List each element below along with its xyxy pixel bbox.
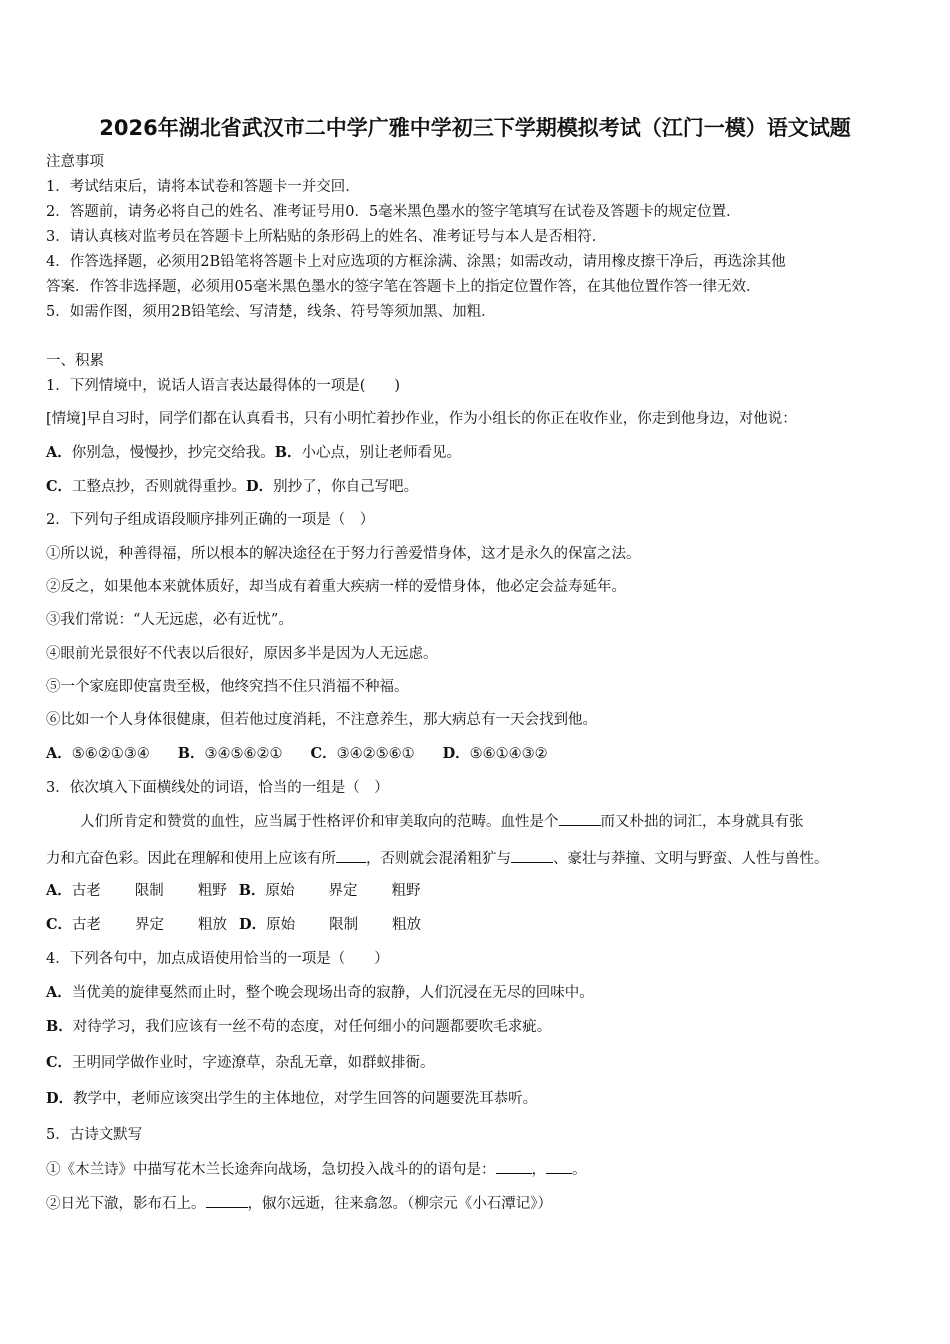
question-4-option — [46, 1053, 435, 1073]
option-label: C． — [310, 745, 337, 762]
question-1-options-ab — [46, 443, 461, 463]
question-1-options-cd — [46, 477, 418, 497]
question-2-sentence: ⑥比如一个人身体很健康，但若他过度消耗，不注意养生，那大病总有一天会找到他。 — [46, 712, 597, 728]
option-label: D． — [46, 1090, 74, 1107]
passage-text: 力和亢奋色彩。因此在理解和使用上应该有所 — [46, 851, 336, 867]
section-heading: 一、积累 — [46, 353, 104, 369]
option-text: 对待学习，我们应该有一丝不苟的态度，对任何细小的问题都要吹毛求疵。 — [72, 1019, 552, 1035]
question-4-option — [46, 1089, 537, 1109]
option-label: B． — [177, 745, 205, 762]
option-word: 界定 — [328, 883, 358, 899]
option-text: 王明同学做作业时，字迹潦草，杂乱无章，如群蚁排衙。 — [72, 1055, 435, 1071]
option-label: C． — [46, 478, 73, 495]
notice-item: 1．考试结束后，请将本试卷和答题卡一并交回． — [46, 179, 360, 195]
question-3-options-cd — [46, 915, 421, 935]
option-word: 原始 — [265, 883, 295, 899]
notice-item: 答案．作答非选择题，必须用05毫米黑色墨水的签字笔在答题卡上的指定位置作答，在其他位置作答一律无效． — [46, 279, 761, 295]
fill-blank — [546, 1159, 572, 1174]
question-1-stem: 1．下列情境中，说话人语言表达最得体的一项是( ) — [46, 378, 401, 394]
option-label: D． — [239, 916, 267, 933]
question-2-sentence: ①所以说，种善得福，所以根本的解决途径在于努力行善爱惜身体，这才是永久的保富之法。 — [46, 546, 641, 562]
option-text: ③④⑤⑥②① — [204, 746, 283, 762]
option-label: A． — [46, 745, 72, 762]
notice-item: 5．如需作图，须用2B铅笔绘、写清楚，线条、符号等须加黑、加粗． — [46, 304, 496, 320]
poem-text: ，俶尔远逝，往来翕忽。（柳宗元《小石潭记》） — [247, 1196, 552, 1212]
option-text: ⑤⑥①④③② — [469, 746, 548, 762]
option-text: ③④②⑤⑥① — [336, 746, 415, 762]
question-3-options-ab — [46, 881, 421, 901]
question-4-option — [46, 1017, 551, 1037]
question-3-passage — [80, 811, 804, 832]
option-label: A． — [46, 444, 72, 461]
option-label: B． — [46, 1018, 73, 1035]
passage-text: 人们所肯定和赞赏的血性，应当属于性格评价和审美取向的范畴。血性是个 — [80, 814, 559, 830]
fill-blank — [336, 848, 366, 863]
option-label: B． — [238, 882, 266, 899]
option-text: 工整点抄，否则就得重抄。 — [72, 479, 247, 495]
question-3-stem: 3．依次填入下面横线处的词语，恰当的一组是（ ） — [46, 780, 389, 796]
option-label: D． — [246, 478, 274, 495]
notice-item: 2．答题前，请务必将自己的姓名、准考证号用0．5毫米黑色墨水的签字笔填写在试卷及答题卡的规定位置． — [46, 204, 741, 220]
question-2-sentence: ③我们常说：“人无远虑，必有近忧”。 — [46, 612, 293, 628]
option-word: 原始 — [266, 917, 296, 933]
option-text: 别抄了，你自己写吧。 — [273, 479, 419, 495]
option-label: B． — [274, 444, 302, 461]
question-4-stem: 4．下列各句中，加点成语使用恰当的一项是（ ） — [46, 951, 389, 967]
option-word: 界定 — [135, 917, 165, 933]
option-word: 粗放 — [392, 917, 422, 933]
poem-text: ②日光下澈，影布石上。 — [46, 1196, 206, 1212]
question-1-context: [情境]早自习时，同学们都在认真看书，只有小明忙着抄作业，作为小组长的你正在收作业，你走到他身边，对他说： — [46, 411, 797, 427]
question-2-sentence: ④眼前光景很好不代表以后很好，原因多半是因为人无远虑。 — [46, 646, 438, 662]
option-text: ⑤⑥②①③④ — [71, 746, 150, 762]
question-4-option — [46, 983, 594, 1003]
passage-text: 、豪壮与莽撞、文明与野蛮、人性与兽性。 — [553, 851, 829, 867]
option-label: A． — [46, 984, 72, 1001]
question-2-options — [46, 744, 548, 764]
option-text: 小心点，别让老师看见。 — [301, 445, 462, 461]
question-2-sentence: ⑤一个家庭即使富贵至极，他终究挡不住只消福不种福。 — [46, 679, 409, 695]
fill-blank — [206, 1193, 248, 1208]
notice-item: 3．请认真核对监考员在答题卡上所粘贴的条形码上的姓名、准考证号与本人是否相符． — [46, 229, 607, 245]
poem-text: ①《木兰诗》中描写花木兰长途奔向战场，急切投入战斗的的语句是： — [46, 1162, 496, 1178]
option-word: 古老 — [71, 883, 101, 899]
poem-text: ， — [531, 1162, 546, 1178]
option-word: 粗放 — [198, 917, 228, 933]
option-label: C． — [46, 1054, 73, 1071]
page-title: 2026年湖北省武汉市二中学广雅中学初三下学期模拟考试（江门一模）语文试题 — [99, 116, 851, 140]
option-word: 粗野 — [391, 883, 421, 899]
option-text: 教学中，老师应该突出学生的主体地位，对学生回答的问题要洗耳恭听。 — [73, 1091, 538, 1107]
question-2-stem: 2．下列句子组成语段顺序排列正确的一项是（ ） — [46, 512, 375, 528]
question-5-line — [46, 1193, 552, 1214]
option-word: 限制 — [329, 917, 359, 933]
option-label: A． — [46, 882, 72, 899]
option-text: 你别急，慢慢抄，抄完交给我。 — [71, 445, 275, 461]
question-5-line — [46, 1159, 587, 1180]
option-label: D． — [442, 745, 470, 762]
passage-text: 而又朴拙的词汇，本身就具有张 — [600, 814, 804, 830]
fill-blank — [496, 1159, 532, 1174]
fill-blank — [559, 811, 601, 826]
option-word: 古老 — [72, 917, 102, 933]
question-5-stem: 5．古诗文默写 — [46, 1127, 143, 1143]
option-word: 粗野 — [197, 883, 227, 899]
notice-item: 4．作答选择题，必须用2B铅笔将答题卡上对应选项的方框涂满、涂黑；如需改动，请用橡皮擦干净后，再选涂其他 — [46, 254, 786, 270]
option-word: 限制 — [134, 883, 164, 899]
fill-blank — [511, 848, 553, 863]
poem-text: 。 — [572, 1162, 587, 1178]
option-text: 当优美的旋律戛然而止时，整个晚会现场出奇的寂静，人们沉浸在无尽的回味中。 — [71, 985, 594, 1001]
question-2-sentence: ②反之，如果他本来就体质好，却当成有着重大疾病一样的爱惜身体，他必定会益寿延年。 — [46, 579, 626, 595]
notice-heading: 注意事项 — [46, 154, 104, 170]
question-3-passage — [46, 848, 829, 869]
passage-text: ，否则就会混淆粗犷与 — [366, 851, 511, 867]
option-label: C． — [46, 916, 73, 933]
